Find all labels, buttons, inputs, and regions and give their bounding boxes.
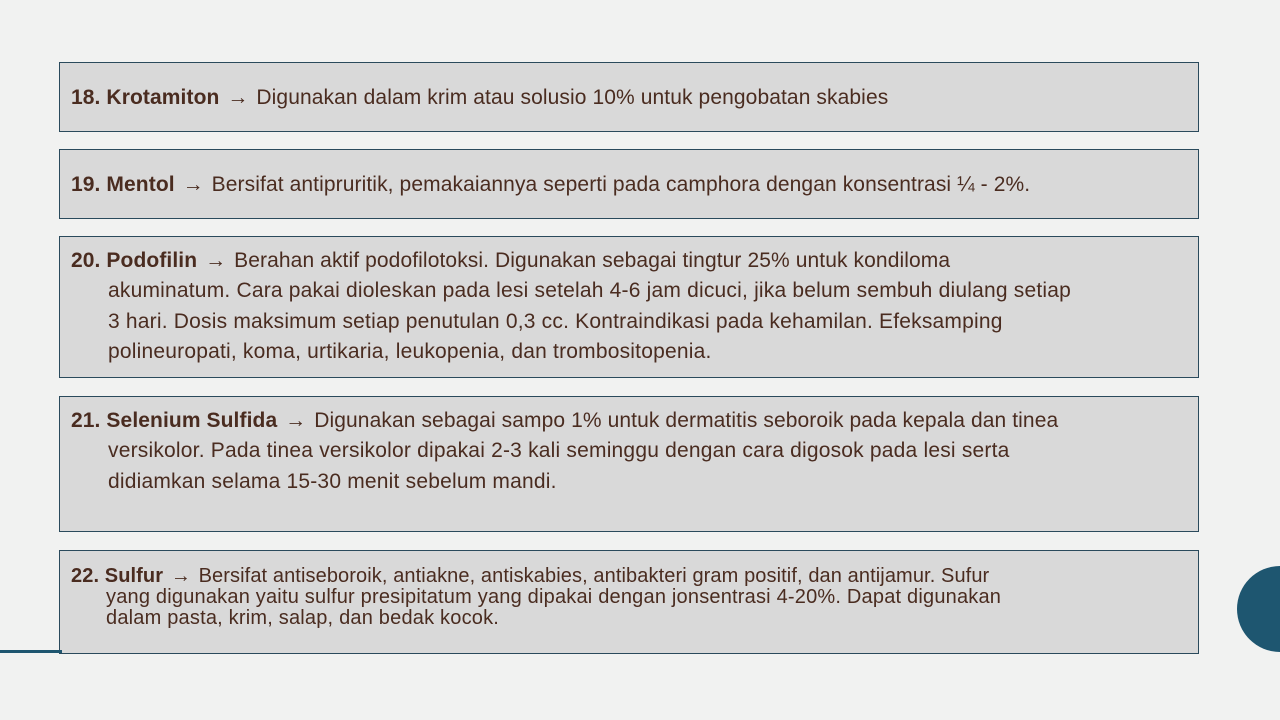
item-label: 21. Selenium Sulfida [71,409,278,432]
arrow-right-icon: → [227,86,249,109]
item-mentol [59,149,1199,219]
item-continuation: 3 hari. Dosis maksimum setiap penutulan 0,3 cc. Kontraindikasi pada kehamilan. Efeksamping [108,309,1003,333]
item-label: 22. Sulfur [71,565,164,587]
item-selenium-sulfida [59,396,1199,532]
item-continuation: yang digunakan yaitu sulfur presipitatum yang dipakai dengan jonsentrasi 4-20%. Dapat digunakan [106,586,1002,608]
item-text: Berahan aktif podofilotoksi. Digunakan sebagai tingtur 25% untuk kondiloma [234,249,951,272]
item-podofilin [59,236,1199,378]
item-label: 20. Podofilin [71,249,198,272]
item-line [71,406,1184,436]
item-continuation: polineuropati, koma, urtikaria, leukopenia, dan trombositopenia. [108,340,712,363]
decorative-circle [1237,566,1280,652]
item-line [71,170,1184,200]
item-label: 19. Mentol [71,173,175,196]
item-text: Digunakan sebagai sampo 1% untuk dermatitis seboroik pada kepala dan tinea [314,409,1059,432]
item-continuation: akuminatum. Cara pakai dioleskan pada lesi setelah 4-6 jam dicuci, jika belum sembuh diulang setiap [108,279,1071,302]
item-text: Bersifat antiseboroik, antiakne, antiskabies, antibakteri gram positif, dan antijamur. Sufur [198,565,990,587]
arrow-right-icon: → [182,173,204,196]
item-line [71,83,1184,113]
item-sulfur [59,550,1199,654]
item-line [71,246,1184,276]
item-text: Digunakan dalam krim atau solusio 10% untuk pengobatan skabies [256,86,889,109]
item-text: Bersifat antipruritik, pemakaiannya seperti pada camphora dengan konsentrasi ¼ - 2%. [211,173,1031,196]
arrow-right-icon: → [205,249,227,272]
arrow-right-icon: → [170,565,191,587]
item-continuation: didiamkan selama 15-30 menit sebelum mandi. [108,469,557,493]
arrow-right-icon: → [285,409,307,432]
item-label: 18. Krotamiton [71,86,220,109]
accent-line [0,650,62,653]
item-continuation: dalam pasta, krim, salap, dan bedak kocok. [106,607,500,629]
item-krotamiton [59,62,1199,132]
item-continuation: versikolor. Pada tinea versikolor dipakai 2-3 kali seminggu dengan cara digosok pada lesi serta [108,439,1010,462]
item-line [71,565,1184,587]
